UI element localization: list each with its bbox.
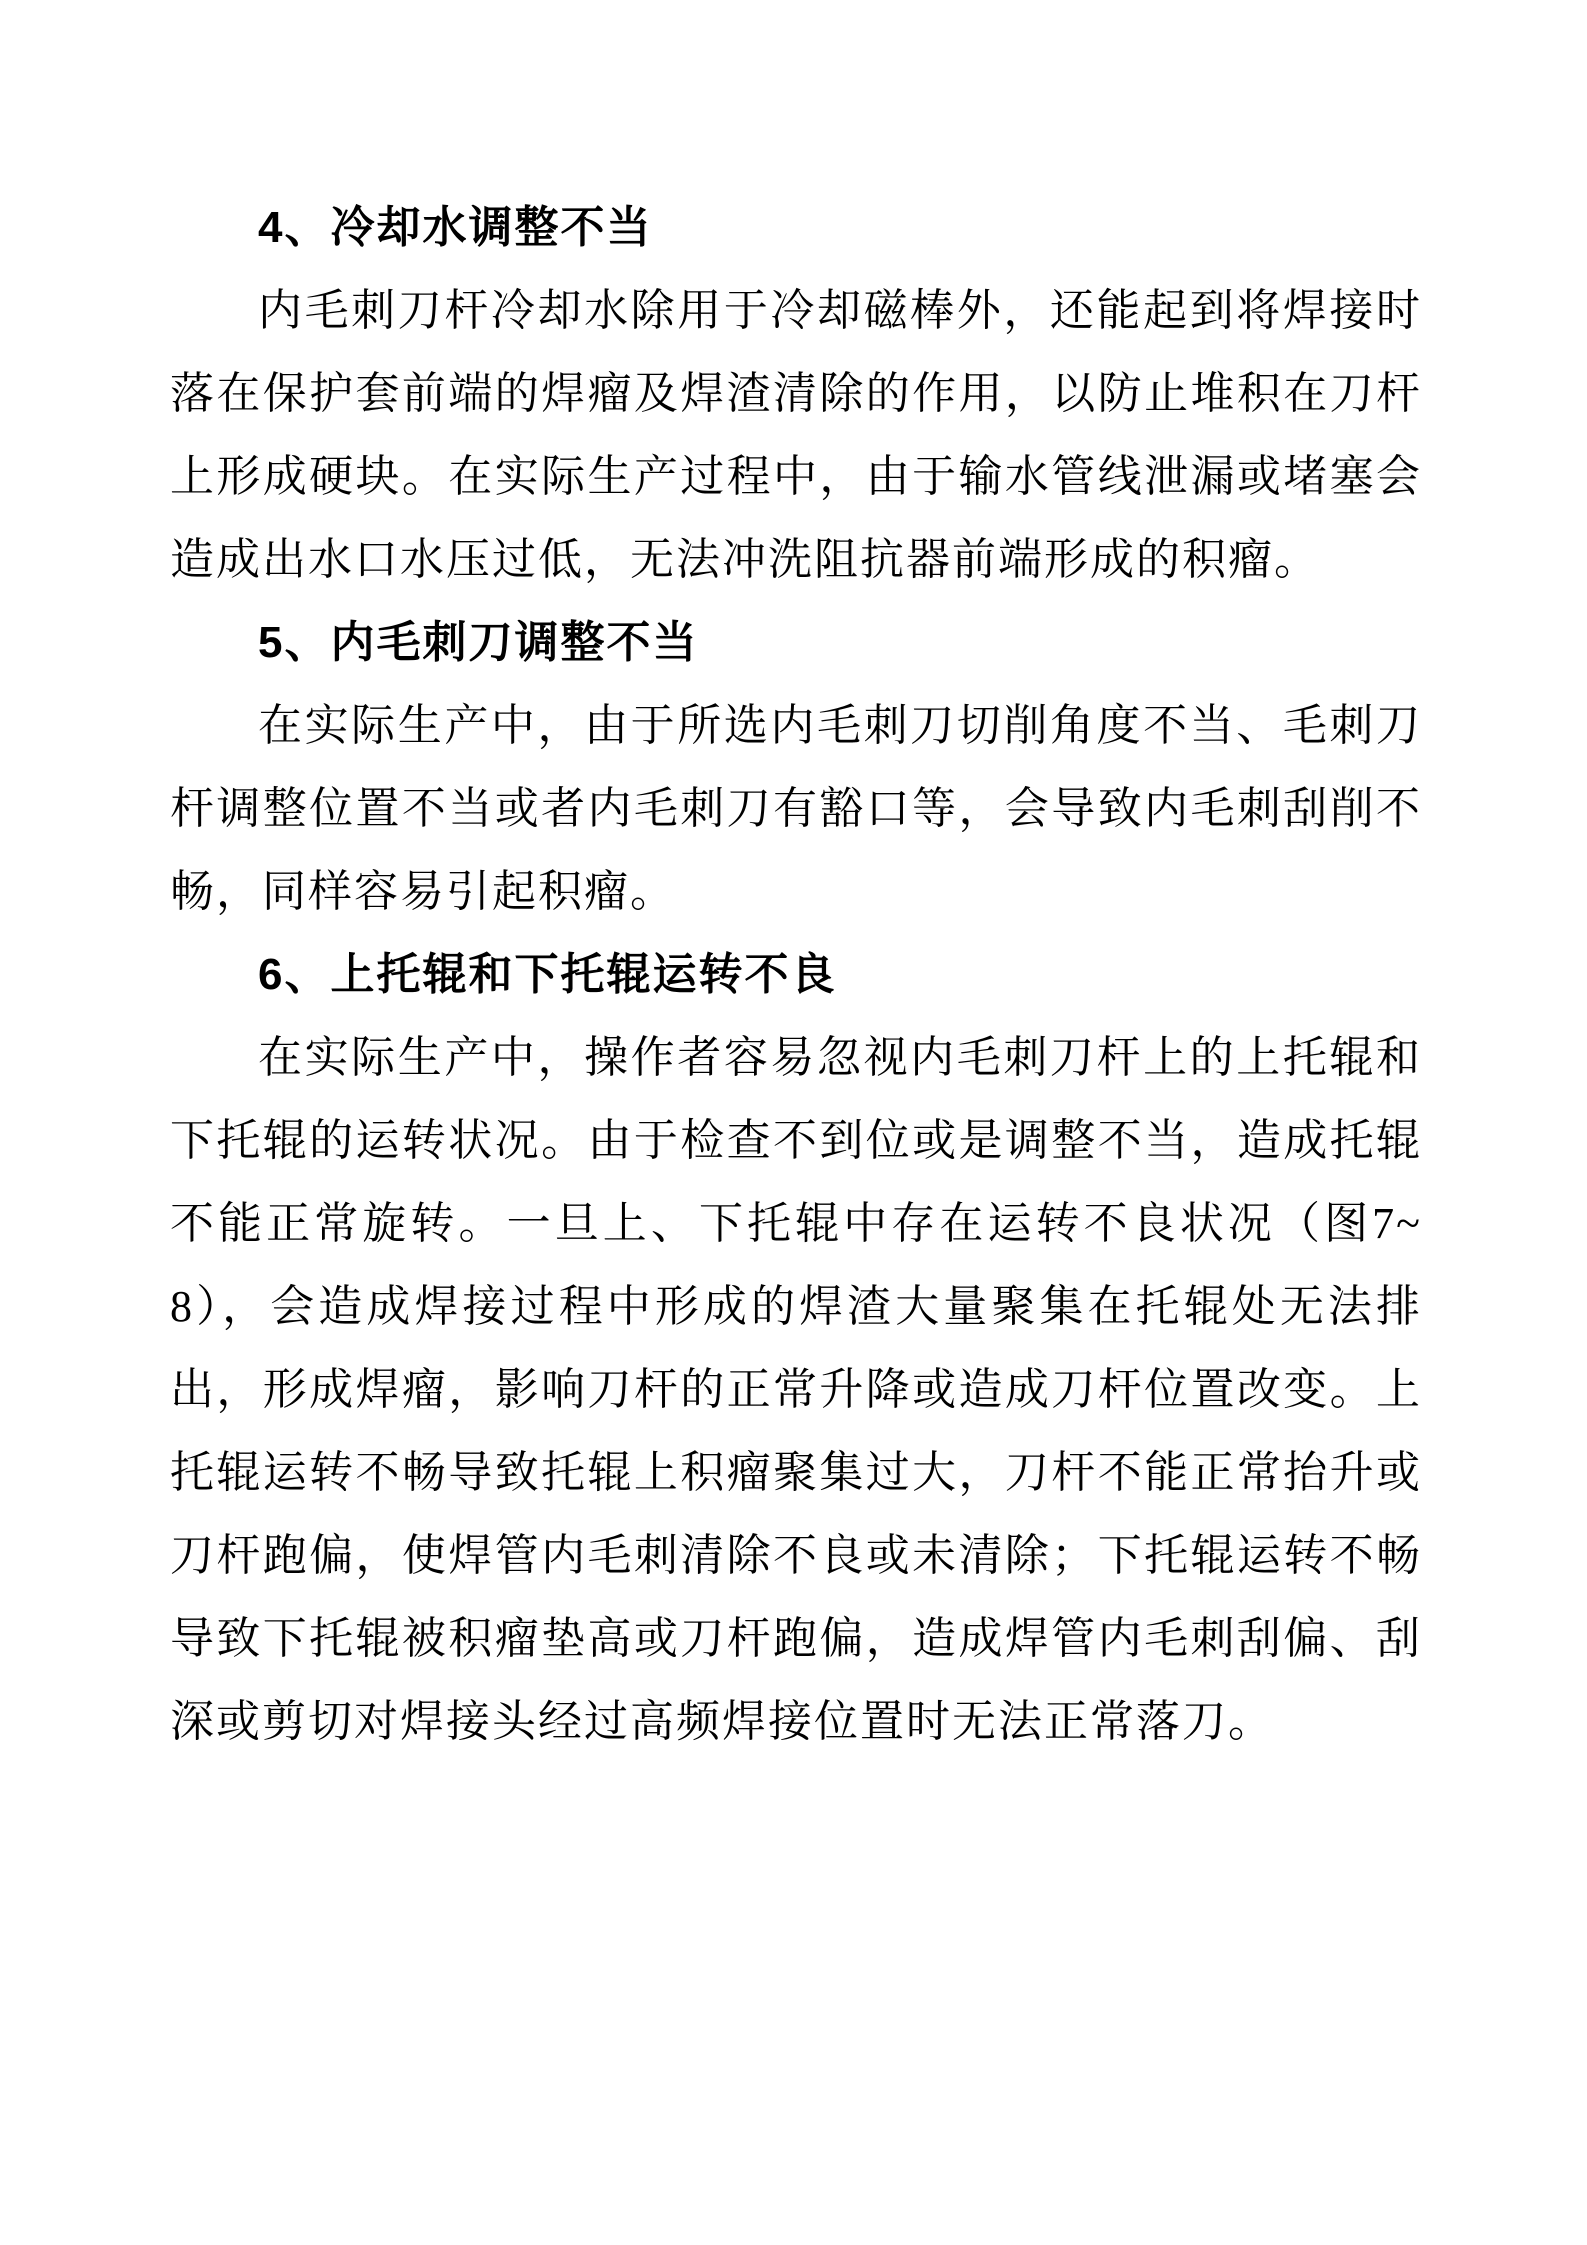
document-section xyxy=(170,933,1422,1763)
section-heading: 5、内毛刺刀调整不当 xyxy=(258,618,699,667)
document-section xyxy=(170,186,1422,601)
section-heading: 6、上托辊和下托辊运转不良 xyxy=(258,950,837,999)
section-paragraph: 在实际生产中，操作者容易忽视内毛刺刀杆上的上托辊和下托辊的运转状况。由于检查不到位或是调整不当，造成托辊不能正常旋转。一旦上、下托辊中存在运转不良状况（图7~8），会造成焊接过程中形成的焊渣大量聚集在托辊处无法排出，形成焊瘤，影响刀杆的正常升降或造成刀杆位置改变。上托辊运转不畅导致托辊上积瘤聚集过大，刀杆不能正常抬升或刀杆跑偏，使焊管内毛刺清除不良或未清除；下托辊运转不畅导致下托辊被积瘤垫高或刀杆跑偏，造成焊管内毛刺刮偏、刮深或剪切对焊接头经过高频焊接位置时无法正常落刀。 xyxy=(170,1033,1422,1746)
section-heading: 4、冷却水调整不当 xyxy=(258,203,653,252)
document-section xyxy=(170,601,1422,933)
section-paragraph: 内毛刺刀杆冷却水除用于冷却磁棒外，还能起到将焊接时落在保护套前端的焊瘤及焊渣清除的作用，以防止堆积在刀杆上形成硬块。在实际生产过程中，由于输水管线泄漏或堵塞会造成出水口水压过低，无法冲洗阻抗器前端形成的积瘤。 xyxy=(170,286,1422,584)
document-body xyxy=(170,186,1422,1763)
section-paragraph: 在实际生产中，由于所选内毛刺刀切削角度不当、毛刺刀杆调整位置不当或者内毛刺刀有豁口等，会导致内毛刺刮削不畅，同样容易引起积瘤。 xyxy=(170,701,1422,916)
